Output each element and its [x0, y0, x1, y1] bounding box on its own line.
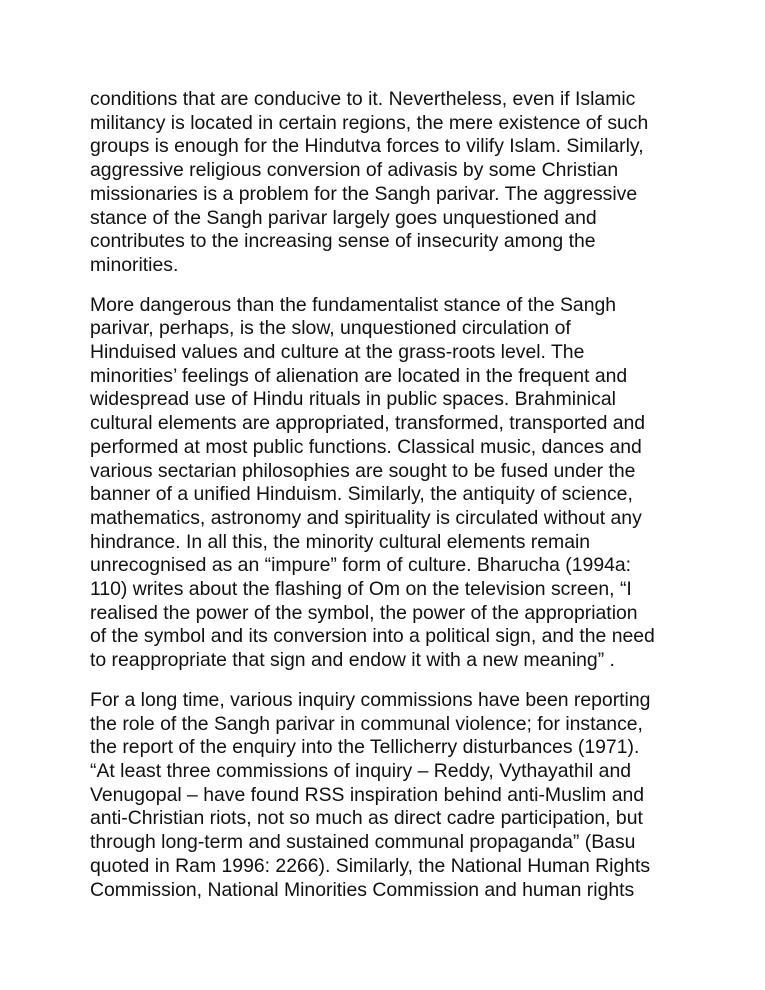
text-line: to reappropriate that sign and endow it with a new meaning” .	[90, 649, 615, 672]
text-line: anti-Christian riots, not so much as direct cadre participation, but	[90, 807, 643, 830]
text-line: various sectarian philosophies are sought to be fused under the	[90, 459, 636, 482]
text-line: missionaries is a problem for the Sangh parivar. The aggressive	[90, 182, 638, 205]
text-line: More dangerous than the fundamentalist stance of the Sangh	[90, 293, 617, 316]
text-line: mathematics, astronomy and spirituality is circulated without any	[90, 506, 642, 529]
text-line: quoted in Ram 1996: 2266). Similarly, the National Human Rights	[90, 854, 651, 877]
paragraph-3	[90, 689, 690, 902]
paragraph-2	[90, 294, 690, 673]
text-line: contributes to the increasing sense of insecurity among the	[90, 230, 596, 253]
text-line: militancy is located in certain regions, the mere existence of such	[90, 111, 649, 134]
text-line: minorities’ feelings of alienation are located in the frequent and	[90, 364, 628, 387]
text-line: unrecognised as an “impure” form of culture. Bharucha (1994a:	[90, 554, 632, 577]
text-line: aggressive religious conversion of adivasis by some Christian	[90, 159, 619, 182]
text-line: cultural elements are appropriated, transformed, transported and	[90, 412, 646, 435]
text-line: Venugopal – have found RSS inspiration behind anti-Muslim and	[90, 783, 645, 806]
text-line: Hinduised values and culture at the grass-roots level. The	[90, 341, 585, 364]
text-line: the report of the enquiry into the Tellicherry disturbances (1971).	[90, 736, 640, 759]
text-line: realised the power of the symbol, the power of the appropriation	[90, 601, 638, 624]
document-page	[90, 88, 690, 918]
text-line: of the symbol and its conversion into a political sign, and the need	[90, 625, 655, 648]
text-line: “At least three commissions of inquiry – Reddy, Vythayathil and	[90, 759, 632, 782]
text-line: performed at most public functions. Classical music, dances and	[90, 435, 642, 458]
text-line: minorities.	[90, 253, 179, 276]
text-line: through long-term and sustained communal propaganda” (Basu	[90, 831, 636, 854]
text-line: the role of the Sangh parivar in communal violence; for instance,	[90, 712, 643, 735]
text-line: widespread use of Hindu rituals in public spaces. Brahminical	[90, 388, 616, 411]
text-line: groups is enough for the Hindutva forces to vilify Islam. Similarly,	[90, 135, 644, 158]
text-line: banner of a unified Hinduism. Similarly, the antiquity of science,	[90, 483, 633, 506]
text-line: Commission, National Minorities Commission and human rights	[90, 878, 635, 901]
paragraph-1	[90, 88, 690, 278]
text-line: stance of the Sangh parivar largely goes unquestioned and	[90, 206, 597, 229]
text-line: hindrance. In all this, the minority cultural elements remain	[90, 530, 591, 553]
text-line: 110) writes about the flashing of Om on the television screen, “I	[90, 578, 632, 601]
text-line: conditions that are conducive to it. Nevertheless, even if Islamic	[90, 88, 636, 110]
text-line: parivar, perhaps, is the slow, unquestioned circulation of	[90, 317, 571, 340]
text-line: For a long time, various inquiry commissions have been reporting	[90, 688, 651, 711]
